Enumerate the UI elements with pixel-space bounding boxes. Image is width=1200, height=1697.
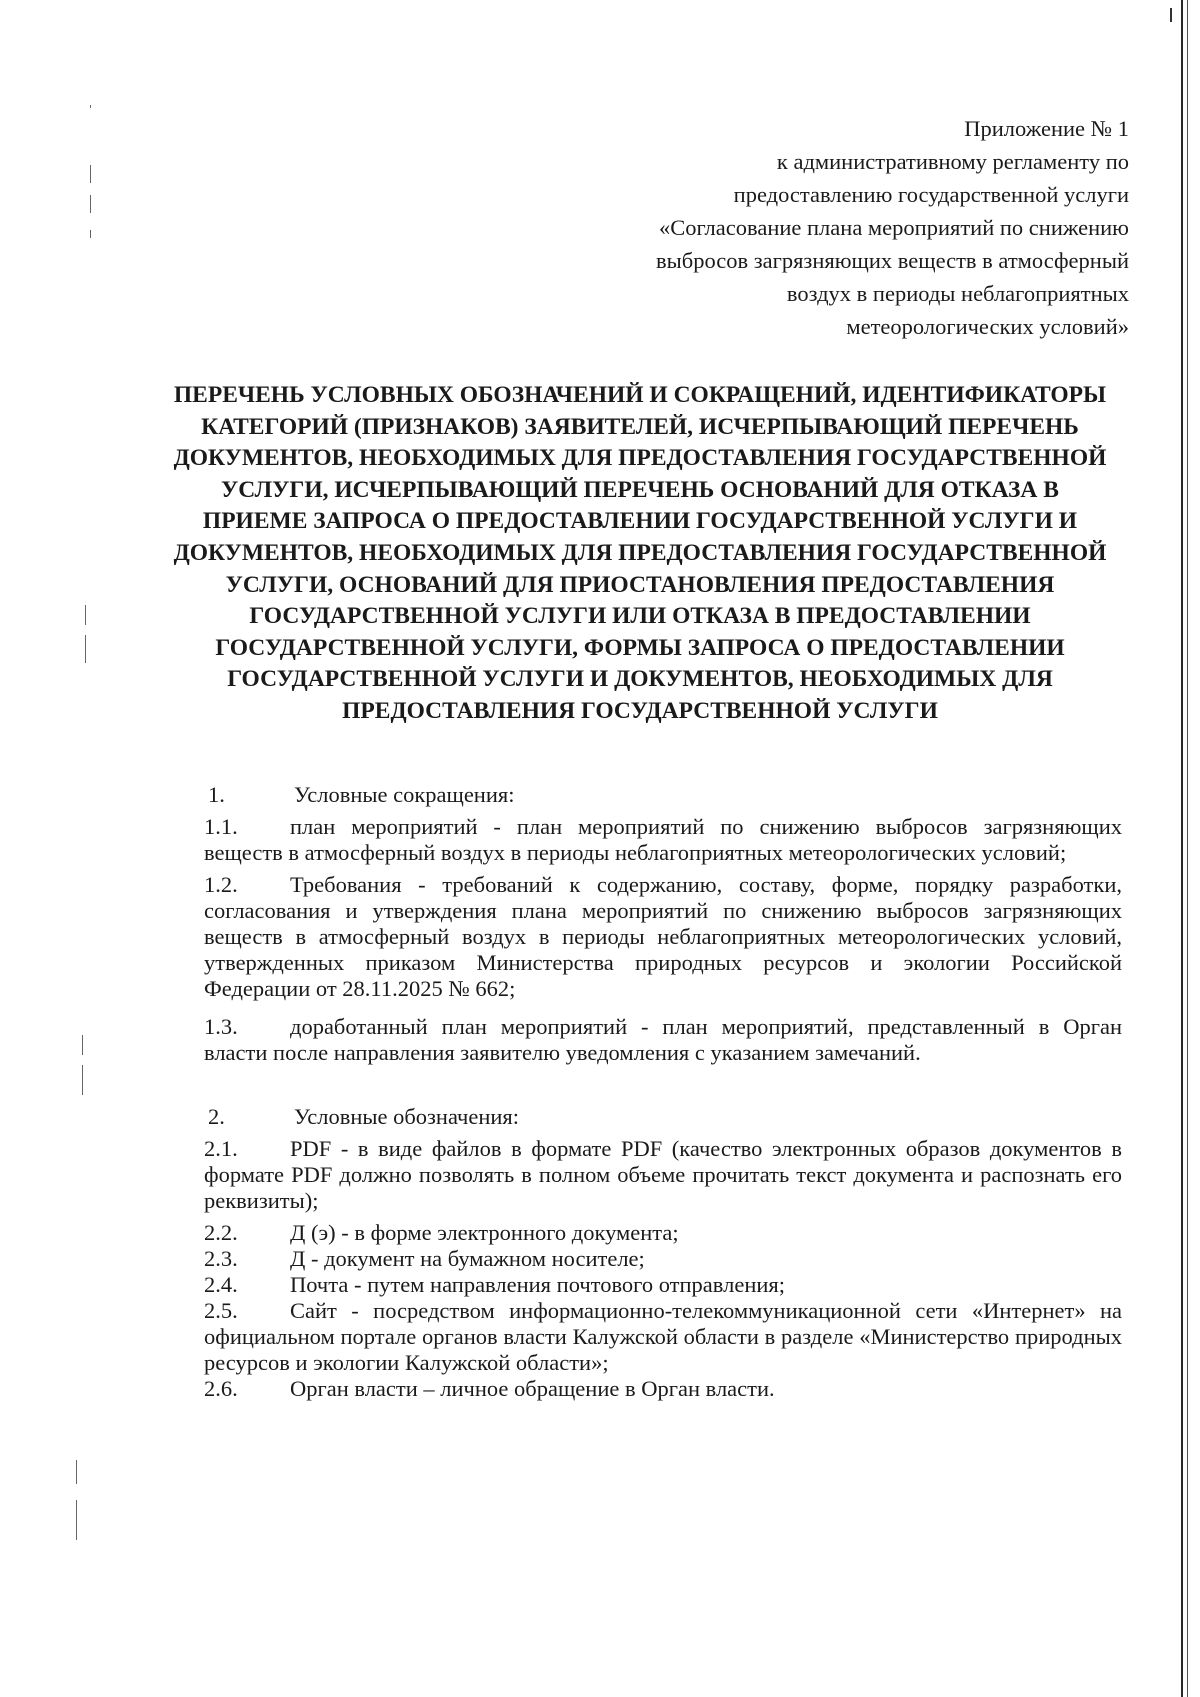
list-item bbox=[148, 1136, 1122, 1214]
title-line: ПЕРЕЧЕНЬ УСЛОВНЫХ ОБОЗНАЧЕНИЙ И СОКРАЩЕНИЙ, ИДЕНТИФИКАТОРЫ bbox=[173, 382, 1107, 408]
section-number: 2. bbox=[208, 1104, 225, 1129]
item-text: Требования - требований к содержанию, составу, форме, порядку разработки, согласования и утверждения плана мероприятий по снижению выбросов загрязняющих веществ в атмосферный воздух в периоды неблагоприятных метеорологических условий, утвержденных приказом Министерства природных ресурсов и экологии Российской Федерации от 28.11.2025 № 662; bbox=[204, 872, 1122, 1001]
section-number: 1. bbox=[208, 782, 225, 807]
scan-speck bbox=[90, 195, 91, 213]
list-item bbox=[148, 1246, 1122, 1272]
title-line: ДОКУМЕНТОВ, НЕОБХОДИМЫХ ДЛЯ ПРЕДОСТАВЛЕНИЯ ГОСУДАРСТВЕННОЙ bbox=[173, 445, 1107, 472]
scan-speck bbox=[85, 635, 86, 663]
item-number: 1.1. bbox=[204, 814, 238, 839]
item-number: 2.6. bbox=[204, 1376, 238, 1401]
scan-speck bbox=[90, 165, 91, 183]
appendix-line: выбросов загрязняющих веществ в атмосферный bbox=[656, 248, 1129, 273]
item-text: Орган власти – личное обращение в Орган власти. bbox=[290, 1376, 775, 1401]
list-item bbox=[148, 1272, 1122, 1298]
item-number: 2.2. bbox=[204, 1220, 238, 1245]
scan-edge-line bbox=[1187, 0, 1188, 1697]
list-item bbox=[148, 1220, 1122, 1246]
section-heading bbox=[148, 782, 1122, 808]
section-title: Условные сокращения: bbox=[294, 782, 515, 807]
item-text: доработанный план мероприятий - план мероприятий, представленный в Орган власти после направления заявителю уведомления с указанием замечаний. bbox=[204, 1014, 1122, 1065]
section-title: Условные обозначения: bbox=[294, 1104, 520, 1129]
title-line: ГОСУДАРСТВЕННОЙ УСЛУГИ ИЛИ ОТКАЗА В ПРЕДОСТАВЛЕНИИ bbox=[249, 603, 1031, 630]
scan-edge-line bbox=[1181, 0, 1183, 1697]
list-item bbox=[148, 1376, 1122, 1402]
title-line: ГОСУДАРСТВЕННОЙ УСЛУГИ, ФОРМЫ ЗАПРОСА О ПРЕДОСТАВЛЕНИИ bbox=[215, 634, 1065, 661]
list-item bbox=[148, 814, 1122, 866]
title-line: УСЛУГИ, ОСНОВАНИЙ ДЛЯ ПРИОСТАНОВЛЕНИЯ ПРЕДОСТАВЛЕНИЯ bbox=[225, 571, 1055, 598]
item-text: Почта - путем направления почтового отправления; bbox=[290, 1272, 786, 1297]
item-text: Сайт - посредством информационно-телекоммуникационной сети «Интернет» на официальном портале органов власти Калужской области в разделе «Министерство природных ресурсов и экологии Калужской области»; bbox=[204, 1298, 1122, 1375]
appendix-line: воздух в периоды неблагоприятных bbox=[786, 281, 1129, 306]
scan-speck bbox=[82, 1035, 83, 1055]
appendix-header bbox=[569, 112, 1129, 343]
list-item bbox=[148, 1014, 1122, 1066]
scan-speck bbox=[76, 1500, 77, 1540]
scan-speck bbox=[76, 1460, 77, 1484]
item-number: 1.2. bbox=[204, 872, 238, 897]
scan-speck bbox=[82, 1065, 83, 1095]
title-line: УСЛУГИ, ИСЧЕРПЫВАЮЩИЙ ПЕРЕЧЕНЬ ОСНОВАНИЙ ДЛЯ ОТКАЗА В bbox=[221, 476, 1059, 503]
scan-speck bbox=[85, 605, 86, 625]
document-title bbox=[150, 380, 1130, 728]
appendix-line: Приложение № 1 bbox=[964, 116, 1129, 141]
scan-speck bbox=[90, 105, 91, 108]
item-number: 2.4. bbox=[204, 1272, 238, 1297]
document-body bbox=[148, 782, 1122, 1402]
item-number: 1.3. bbox=[204, 1014, 238, 1039]
item-text: PDF - в виде файлов в формате PDF (качество электронных образов документов в формате PDF должно позволять в полном объеме прочитать текст документа и распознать его реквизиты); bbox=[204, 1136, 1122, 1213]
title-line: ГОСУДАРСТВЕННОЙ УСЛУГИ И ДОКУМЕНТОВ, НЕОБХОДИМЫХ ДЛЯ bbox=[227, 666, 1053, 693]
item-text: Д - документ на бумажном носителе; bbox=[290, 1246, 645, 1271]
item-text: Д (э) - в форме электронного документа; bbox=[290, 1220, 679, 1245]
item-number: 2.1. bbox=[204, 1136, 238, 1161]
list-item bbox=[148, 1298, 1122, 1376]
section-heading bbox=[148, 1104, 1122, 1130]
item-number: 2.3. bbox=[204, 1246, 238, 1271]
appendix-line: «Согласование плана мероприятий по снижению bbox=[658, 215, 1129, 240]
item-text: план мероприятий - план мероприятий по снижению выбросов загрязняющих веществ в атмосферный воздух в периоды неблагоприятных метеорологических условий; bbox=[204, 814, 1122, 865]
title-line: КАТЕГОРИЙ (ПРИЗНАКОВ) ЗАЯВИТЕЛЕЙ, ИСЧЕРПЫВАЮЩИЙ ПЕРЕЧЕНЬ bbox=[201, 413, 1079, 440]
title-line: ПРЕДОСТАВЛЕНИЯ ГОСУДАРСТВЕННОЙ УСЛУГИ bbox=[342, 697, 938, 724]
scan-speck bbox=[90, 230, 91, 238]
list-item bbox=[148, 872, 1122, 1002]
item-number: 2.5. bbox=[204, 1298, 238, 1323]
title-line: ПРИЕМЕ ЗАПРОСА О ПРЕДОСТАВЛЕНИИ ГОСУДАРСТВЕННОЙ УСЛУГИ И bbox=[202, 508, 1078, 535]
appendix-line: к административному регламенту по bbox=[776, 149, 1129, 174]
appendix-line: предоставлению государственной услуги bbox=[733, 182, 1129, 207]
scan-edge-mark bbox=[1170, 8, 1172, 22]
title-line: ДОКУМЕНТОВ, НЕОБХОДИМЫХ ДЛЯ ПРЕДОСТАВЛЕНИЯ ГОСУДАРСТВЕННОЙ bbox=[173, 539, 1107, 566]
appendix-line: метеорологических условий» bbox=[846, 314, 1129, 339]
